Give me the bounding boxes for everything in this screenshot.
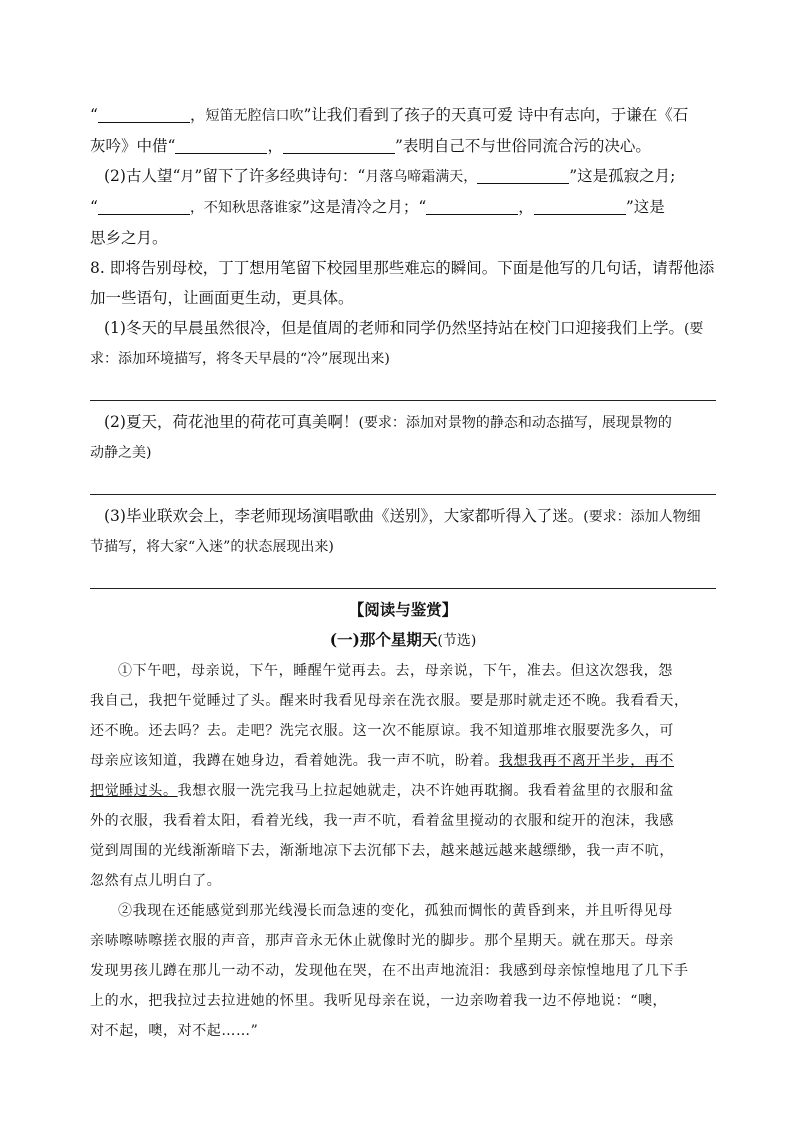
answer-line-1[interactable] [90,374,716,401]
text: 灰吟》中借“ [90,137,176,155]
poem-quote: 短笛无腔信口吹 [205,108,304,124]
passage-title [90,625,716,656]
answer-blank[interactable] [477,167,569,184]
text-line [90,746,716,776]
answer-blank[interactable] [175,137,267,154]
answer-blank[interactable] [426,198,518,215]
requirement: (要求：添加人物细 [583,509,701,525]
underlined-sentence: 我想我再不离开半步，再不 [498,753,675,769]
answer-blank[interactable] [534,198,626,215]
text-line: 亲哧嚓哧嚓搓衣服的声音，那声音永无休止就像时光的脚步。那个星期天。就在那天。母亲 [90,933,674,949]
q7-line-2 [90,131,716,161]
text-line: 发现男孩儿蹲在那儿一动不动，发现他在哭，在不出声地流泪：我感到母亲惊惶地甩了几下手 [90,963,689,979]
text-line: 忽然有点儿明白了。 [90,873,222,889]
text: ”这是 [625,198,665,216]
text-line: 我自己，我把午觉睡过了头。醒来时我看见母亲在洗衣服。要是那时就走还不晚。我看看天， [90,693,689,709]
text-line: 上的水，把我拉过去拉进她的怀里。我听见母亲在说，一边亲吻着我一边不停地说：“噢， [90,993,668,1009]
q8-sub2-line1 [90,407,716,438]
q7-line-4 [90,192,716,223]
answer-blank[interactable] [98,198,190,215]
underlined-sentence: 把觉睡过头。 [90,783,178,799]
q8-sub1-line1 [90,313,716,344]
paragraph-1 [90,656,716,896]
text: ”表明自己不与世俗同流合污的决心。 [394,137,651,155]
q8-sub3-line2: 节描写，将大家“入迷”的状态展现出来) [90,539,334,555]
answer-line-2[interactable] [90,468,716,495]
answer-blank[interactable] [283,137,395,154]
text: (3)毕业联欢会上，李老师现场演唱歌曲《送别》，大家都听得入了迷。 [104,507,584,525]
q7-line-5: 思乡之月。 [90,229,168,247]
title-note: (节选) [437,633,477,649]
text: ”让我们看到了孩子的天真可爱 诗中有志向，于谦在《石 [303,106,689,124]
text-line: 对不起，噢，对不起……” [90,1023,259,1039]
poem-quote: ，不知秋思落谁家 [189,200,302,216]
text-line: 觉到周围的光线渐渐暗下去，渐渐地凉下去沉郁下去，越来越远越来越缥缈，我一声不吭， [90,843,674,859]
text: 母亲应该知道，我蹲在她身边，看着她洗。我一声不吭，盼着。 [90,753,499,769]
text: (1)冬天的早晨虽然很冷，但是值周的老师和同学仍然坚持站在校门口迎接我们上学。 [104,319,684,337]
text: 我想衣服一洗完我马上拉起她就走，决不许她再耽搁。我看着盆里的衣服和盆 [177,783,675,799]
answer-blank[interactable] [98,106,190,123]
text-line: 外的衣服，我看着太阳，看着光线，我一声不吭，看着盆里搅动的衣服和绽开的泡沫，我感 [90,813,674,829]
text-line: ①下午吧，母亲说，下午，睡醒午觉再去。去，母亲说，下午，准去。但这次怨我，怨 [118,663,673,679]
requirement: (要求：添加对景物的静态和动态描写，展现景物的 [358,415,672,431]
text: “ [90,198,98,216]
q8-sub1-line2: 求：添加环境描写，将冬天早晨的“冷”展现出来) [90,351,390,367]
paragraph-2 [90,896,716,1046]
q8-intro-1: 8. 即将告别母校，丁丁想用笔留下校园里那些难忘的瞬间。下面是他写的几句话，请帮他添 [90,259,715,277]
text: “ [90,106,98,124]
q8-sub3-line1 [90,501,716,532]
text: ”这是清冷之月；“ [301,198,427,216]
text: (2)古人望“ [104,167,181,185]
q8-intro-2: 加一些语句，让画面更生动，更具体。 [90,289,354,307]
q8-sub2-line2: 动静之美) [90,445,152,461]
title-text: (一)那个星期天 [329,630,438,649]
text-line: ②我现在还能感觉到那光线漫长而急速的变化，孤独而惆怅的黄昏到来，并且听得见母 [118,903,673,919]
content [90,100,716,1046]
answer-line-3[interactable] [90,562,716,589]
poem-quote: 月 [180,169,195,185]
q7-line-3 [90,161,716,192]
section-heading: 【阅读与鉴赏】 [348,600,458,619]
requirement: (要 [683,321,704,337]
text: ”这是孤寂之月; [569,167,676,185]
text-line: 还不晚。还去吗？去。走吧？洗完衣服。这一次不能原谅。我不知道那堆衣服要洗多久，可 [90,723,674,739]
text-line [90,776,716,806]
text: ， [189,106,206,124]
text: (2)夏天，荷花池里的荷花可真美啊！ [104,413,359,431]
q7-line-1 [90,100,716,131]
poem-quote: 月落乌啼霜满天， [365,169,478,185]
text: ， [518,198,534,216]
text: ”留下了许多经典诗句：“ [194,167,366,185]
text: ， [267,137,283,155]
